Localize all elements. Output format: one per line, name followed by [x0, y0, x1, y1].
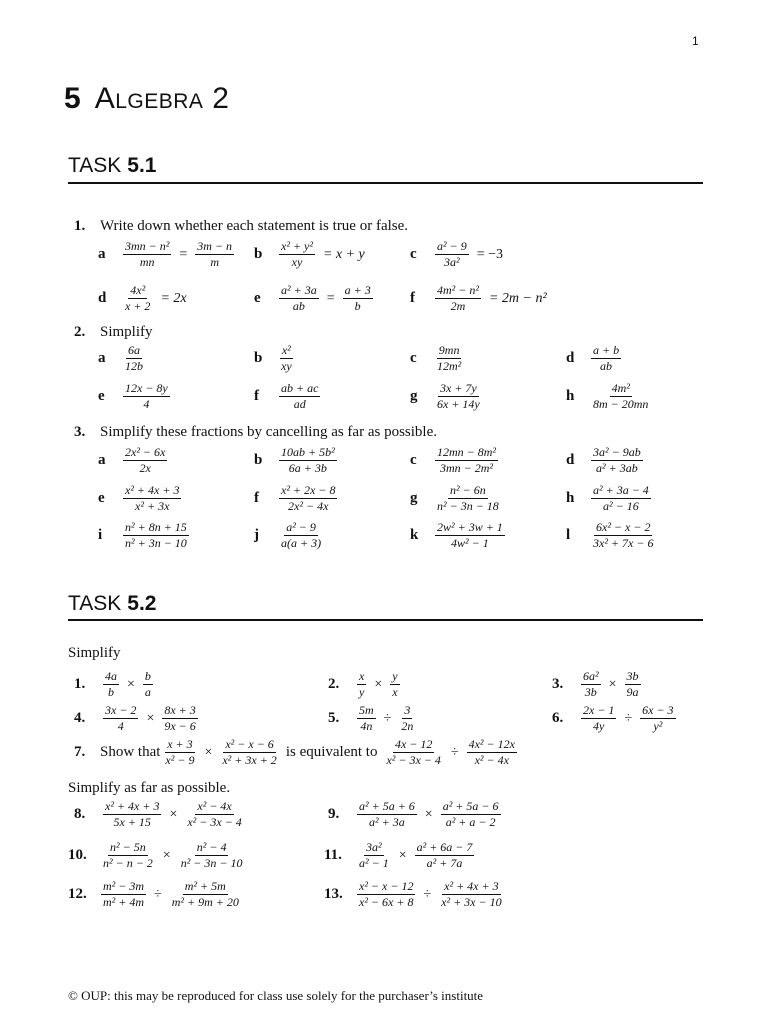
- q3-item-c: c $\frac{\text{12mn − 8m²}}{\text{3mn − 2m²}}$: [410, 445, 497, 475]
- q3-item-k: k $\frac{\text{2w² + 3w + 1}}{\text{4w² − 1}}$: [410, 520, 503, 550]
- q2-item-b: b $\frac{\text{x²}}{xy}$: [254, 343, 292, 373]
- problem-12: 12. $\frac{\text{m² − 3m}}{\text{m² + 4m}}$ ÷ $\frac{\text{m² + 5m}}{\text{m² + 9m + 20}}$: [68, 879, 239, 909]
- q3-item-g: g $\frac{\text{n² − 6n}}{\text{n² − 3n − 18}}$: [410, 483, 499, 513]
- task-rule: [68, 182, 703, 184]
- q2-item-e: e $\frac{12x - 8y}{4}$: [98, 381, 168, 411]
- problem-2: 2. $\frac{x}{y}$ × $\frac{y}{x}$: [328, 669, 398, 699]
- q1-item-b: b $\frac{\text{x² + y²}}{xy}$ = x + y: [254, 239, 365, 269]
- q3-item-f: f $\frac{\text{x² + 2x − 8}}{\text{2x² − 4x}}$: [254, 483, 336, 513]
- q3-item-l: l $\frac{\text{6x² − x − 2}}{\text{3x² + 7x − 6}}$: [566, 520, 654, 550]
- problem-10: 10. $\frac{\text{n² − 5n}}{\text{n² − n − 2}}$ × $\frac{\text{n² − 4}}{\text{n² − 3n − 10}}$: [68, 840, 243, 870]
- problem-6: 6. $\frac{2x - 1}{4y}$ ÷ $\frac{6x - 3}{\text{y²}}$: [552, 703, 674, 733]
- q1-item-d: d $\frac{\text{4x²}}{x + 2}$ = 2x: [98, 283, 187, 313]
- q3-item-h: h $\frac{\text{a² + 3a − 4}}{\text{a² − 16}}$: [566, 483, 649, 513]
- q2-item-h: h $\frac{\text{4m²}}{8m - 20mn}$: [566, 381, 649, 411]
- task-heading-5-2: TASK 5.2: [68, 592, 157, 615]
- copyright-footer: © OUP: this may be reproduced for class use solely for the purchaser’s institute: [68, 988, 484, 1003]
- q2-item-a: a $\frac{6a}{12b}$: [98, 343, 143, 373]
- q1-item-c: c $\frac{\text{a² − 9}}{\text{3a²}}$ = −3: [410, 239, 503, 269]
- q3-item-b: b $\frac{\text{10ab + 5b²}}{6a + 3b}$: [254, 445, 335, 475]
- question-3: 3. Simplify these fractions by cancelling as far as possible.: [74, 424, 437, 440]
- page-number: 1: [692, 34, 699, 48]
- chapter-number: 5: [64, 82, 81, 115]
- question-1: 1. Write down whether each statement is true or false.: [74, 218, 409, 234]
- problem-9: 9. $\frac{\text{a² + 5a + 6}}{\text{a² + 3a}}$ × $\frac{\text{a² + 5a − 6}}{\text{a² + a − 2}}$: [328, 799, 499, 829]
- q2-item-d: d $\frac{a + b}{ab}$: [566, 343, 620, 373]
- q1-item-a: a $\frac{\text{3mn − n²}}{mn}$ = $\frac{3m - n}{m}$: [98, 239, 233, 269]
- q2-item-f: f $\frac{ab + ac}{ad}$: [254, 381, 319, 411]
- problem-13: 13. $\frac{\text{x² − x − 12}}{\text{x² − 6x + 8}}$ ÷ $\frac{\text{x² + 4x + 3}}{\text{x² + 3x − 10}}$: [324, 879, 502, 909]
- q3-item-d: d $\frac{\text{3a² − 9ab}}{\text{a² + 3ab}}$: [566, 445, 641, 475]
- problem-7: 7. Show that $\frac{x + 3}{\text{x² − 9}}$ × $\frac{\text{x² − x − 6}}{\text{x² + 3x + 2}}$ is equivalent to $\frac{4x - 12}{\text{x² − 3x − 4}}$ ÷ $\frac{\text{4x² − 12x}}{\text{x² − 4x}}$: [74, 737, 515, 767]
- problem-11: 11. $\frac{\text{3a²}}{\text{a² − 1}}$ × $\frac{\text{a² + 6a − 7}}{\text{a² + 7a}}$: [324, 840, 473, 870]
- q1-item-e: e $\frac{\text{a² + 3a}}{ab}$ = $\frac{a + 3}{b}$: [254, 283, 371, 313]
- q2-item-g: g $\frac{3x + 7y}{6x + 14y}$: [410, 381, 480, 411]
- question-2: 2. Simplify: [74, 324, 153, 340]
- chapter-heading: [64, 82, 229, 116]
- task-rule: [68, 619, 703, 621]
- problem-3: 3. $\frac{\text{6a²}}{3b}$ × $\frac{3b}{9a}$: [552, 669, 639, 699]
- q3-item-a: a $\frac{\text{2x² − 6x}}{2x}$: [98, 445, 166, 475]
- intro-simplify: Simplify: [68, 645, 121, 661]
- q1-item-f: f $\frac{\text{4m² − n²}}{2m}$ = 2m − n²: [410, 283, 547, 313]
- q2-item-c: c $\frac{9mn}{\text{12m²}}$: [410, 343, 462, 373]
- problem-4: 4. $\frac{3x - 2}{4}$ × $\frac{8x + 3}{9x - 6}$: [74, 703, 196, 733]
- problem-8: 8. $\frac{\text{x² + 4x + 3}}{5x + 15}$ × $\frac{\text{x² − 4x}}{\text{x² − 3x − 4}}$: [74, 799, 242, 829]
- intro-simplify-far: Simplify as far as possible.: [68, 780, 231, 796]
- task-heading-5-1: TASK 5.1: [68, 154, 157, 177]
- chapter-title: Algebra 2: [94, 82, 230, 115]
- q3-item-e: e $\frac{\text{x² + 4x + 3}}{\text{x² + 3x}}$: [98, 483, 180, 513]
- q3-item-i: i $\frac{\text{n² + 8n + 15}}{\text{n² + 3n − 10}}$: [98, 520, 187, 550]
- problem-5: 5. $\frac{5m}{4n}$ ÷ $\frac{3}{2n}$: [328, 703, 414, 733]
- problem-1: 1. $\frac{4a}{b}$ × $\frac{b}{a}$: [74, 669, 151, 699]
- q3-item-j: j $\frac{\text{a² − 9}}{a(a + 3)}$: [254, 520, 322, 550]
